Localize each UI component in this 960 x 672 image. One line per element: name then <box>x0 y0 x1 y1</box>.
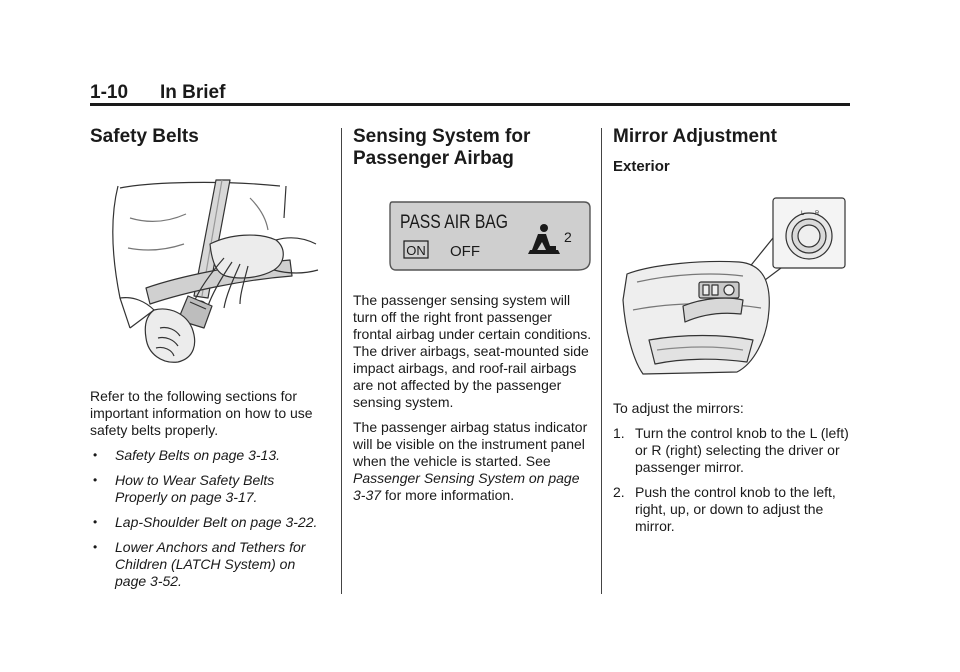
airbag-sensing-column <box>353 126 593 512</box>
safety-belts-heading: Safety Belts <box>90 126 199 147</box>
passenger-sensing-reference[interactable]: Passenger Sensing System on page 3-37 <box>353 470 580 503</box>
header-rule <box>90 103 850 106</box>
knob-left-label: L <box>801 211 805 217</box>
mirror-adjustment-column <box>613 126 853 543</box>
indicator-on-label: ON <box>406 243 426 258</box>
section-title: In Brief <box>160 82 226 103</box>
mirror-adjustment-heading: Mirror Adjustment <box>613 126 777 147</box>
belt-buckle-illustration <box>90 178 330 364</box>
mirror-intro: To adjust the mirrors: <box>613 400 744 416</box>
airbag-icon-number: 2 <box>564 229 572 245</box>
mirror-control-illustration <box>613 190 853 380</box>
page-number: 1-10 <box>90 82 129 103</box>
sensing-paragraph-2: The passenger airbag status indicator will be visible on the instrument panel when the vehicle is started. See Passenger Sensing System on page 3-37 for more information. <box>353 419 588 503</box>
step-item: 1. Turn the control knob to the L (left) or R (right) selecting the driver or passenger mirror. <box>613 425 849 475</box>
exterior-subheading: Exterior <box>613 158 670 175</box>
sensing-paragraph-1: The passenger sensing system will turn off the right front passenger frontal airbag under certain conditions. The driver airbags, seat-mounted side impact airbags, and roof-rail airbags are not affected by the passenger sensing system. <box>353 292 592 410</box>
reference-item[interactable]: • Safety Belts on page 3-13. <box>93 447 280 463</box>
bullet-icon: • <box>93 473 98 487</box>
safety-belts-column <box>90 126 330 598</box>
column-divider <box>601 128 602 594</box>
reference-item[interactable]: • Lower Anchors and Tethers for Children (LATCH System) on page 3-52. <box>93 539 306 589</box>
indicator-off-label: OFF <box>450 243 480 260</box>
door-panel-illustration <box>613 190 853 380</box>
bullet-icon: • <box>93 515 98 529</box>
reference-item[interactable]: • Lap-Shoulder Belt on page 3-22. <box>93 514 318 530</box>
airbag-sensing-heading: Sensing System for Passenger Airbag <box>353 126 531 169</box>
airbag-indicator-panel <box>388 200 592 272</box>
safety-belts-references <box>90 447 330 590</box>
indicator-title: PASS AIR BAG <box>400 212 508 233</box>
mirror-steps <box>613 425 853 535</box>
bullet-icon: • <box>93 540 98 554</box>
safety-belts-intro: Refer to the following sections for important information on how to use safety belts properly. <box>90 388 313 438</box>
knob-right-label: R <box>815 211 820 217</box>
airbag-status-indicator <box>353 200 593 272</box>
step-item: 2. Push the control knob to the left, right, up, or down to adjust the mirror. <box>613 484 836 534</box>
reference-item[interactable]: • How to Wear Safety Belts Properly on page 3-17. <box>93 472 275 505</box>
column-divider <box>341 128 342 594</box>
bullet-icon: • <box>93 448 98 462</box>
safety-belt-illustration <box>90 178 330 364</box>
